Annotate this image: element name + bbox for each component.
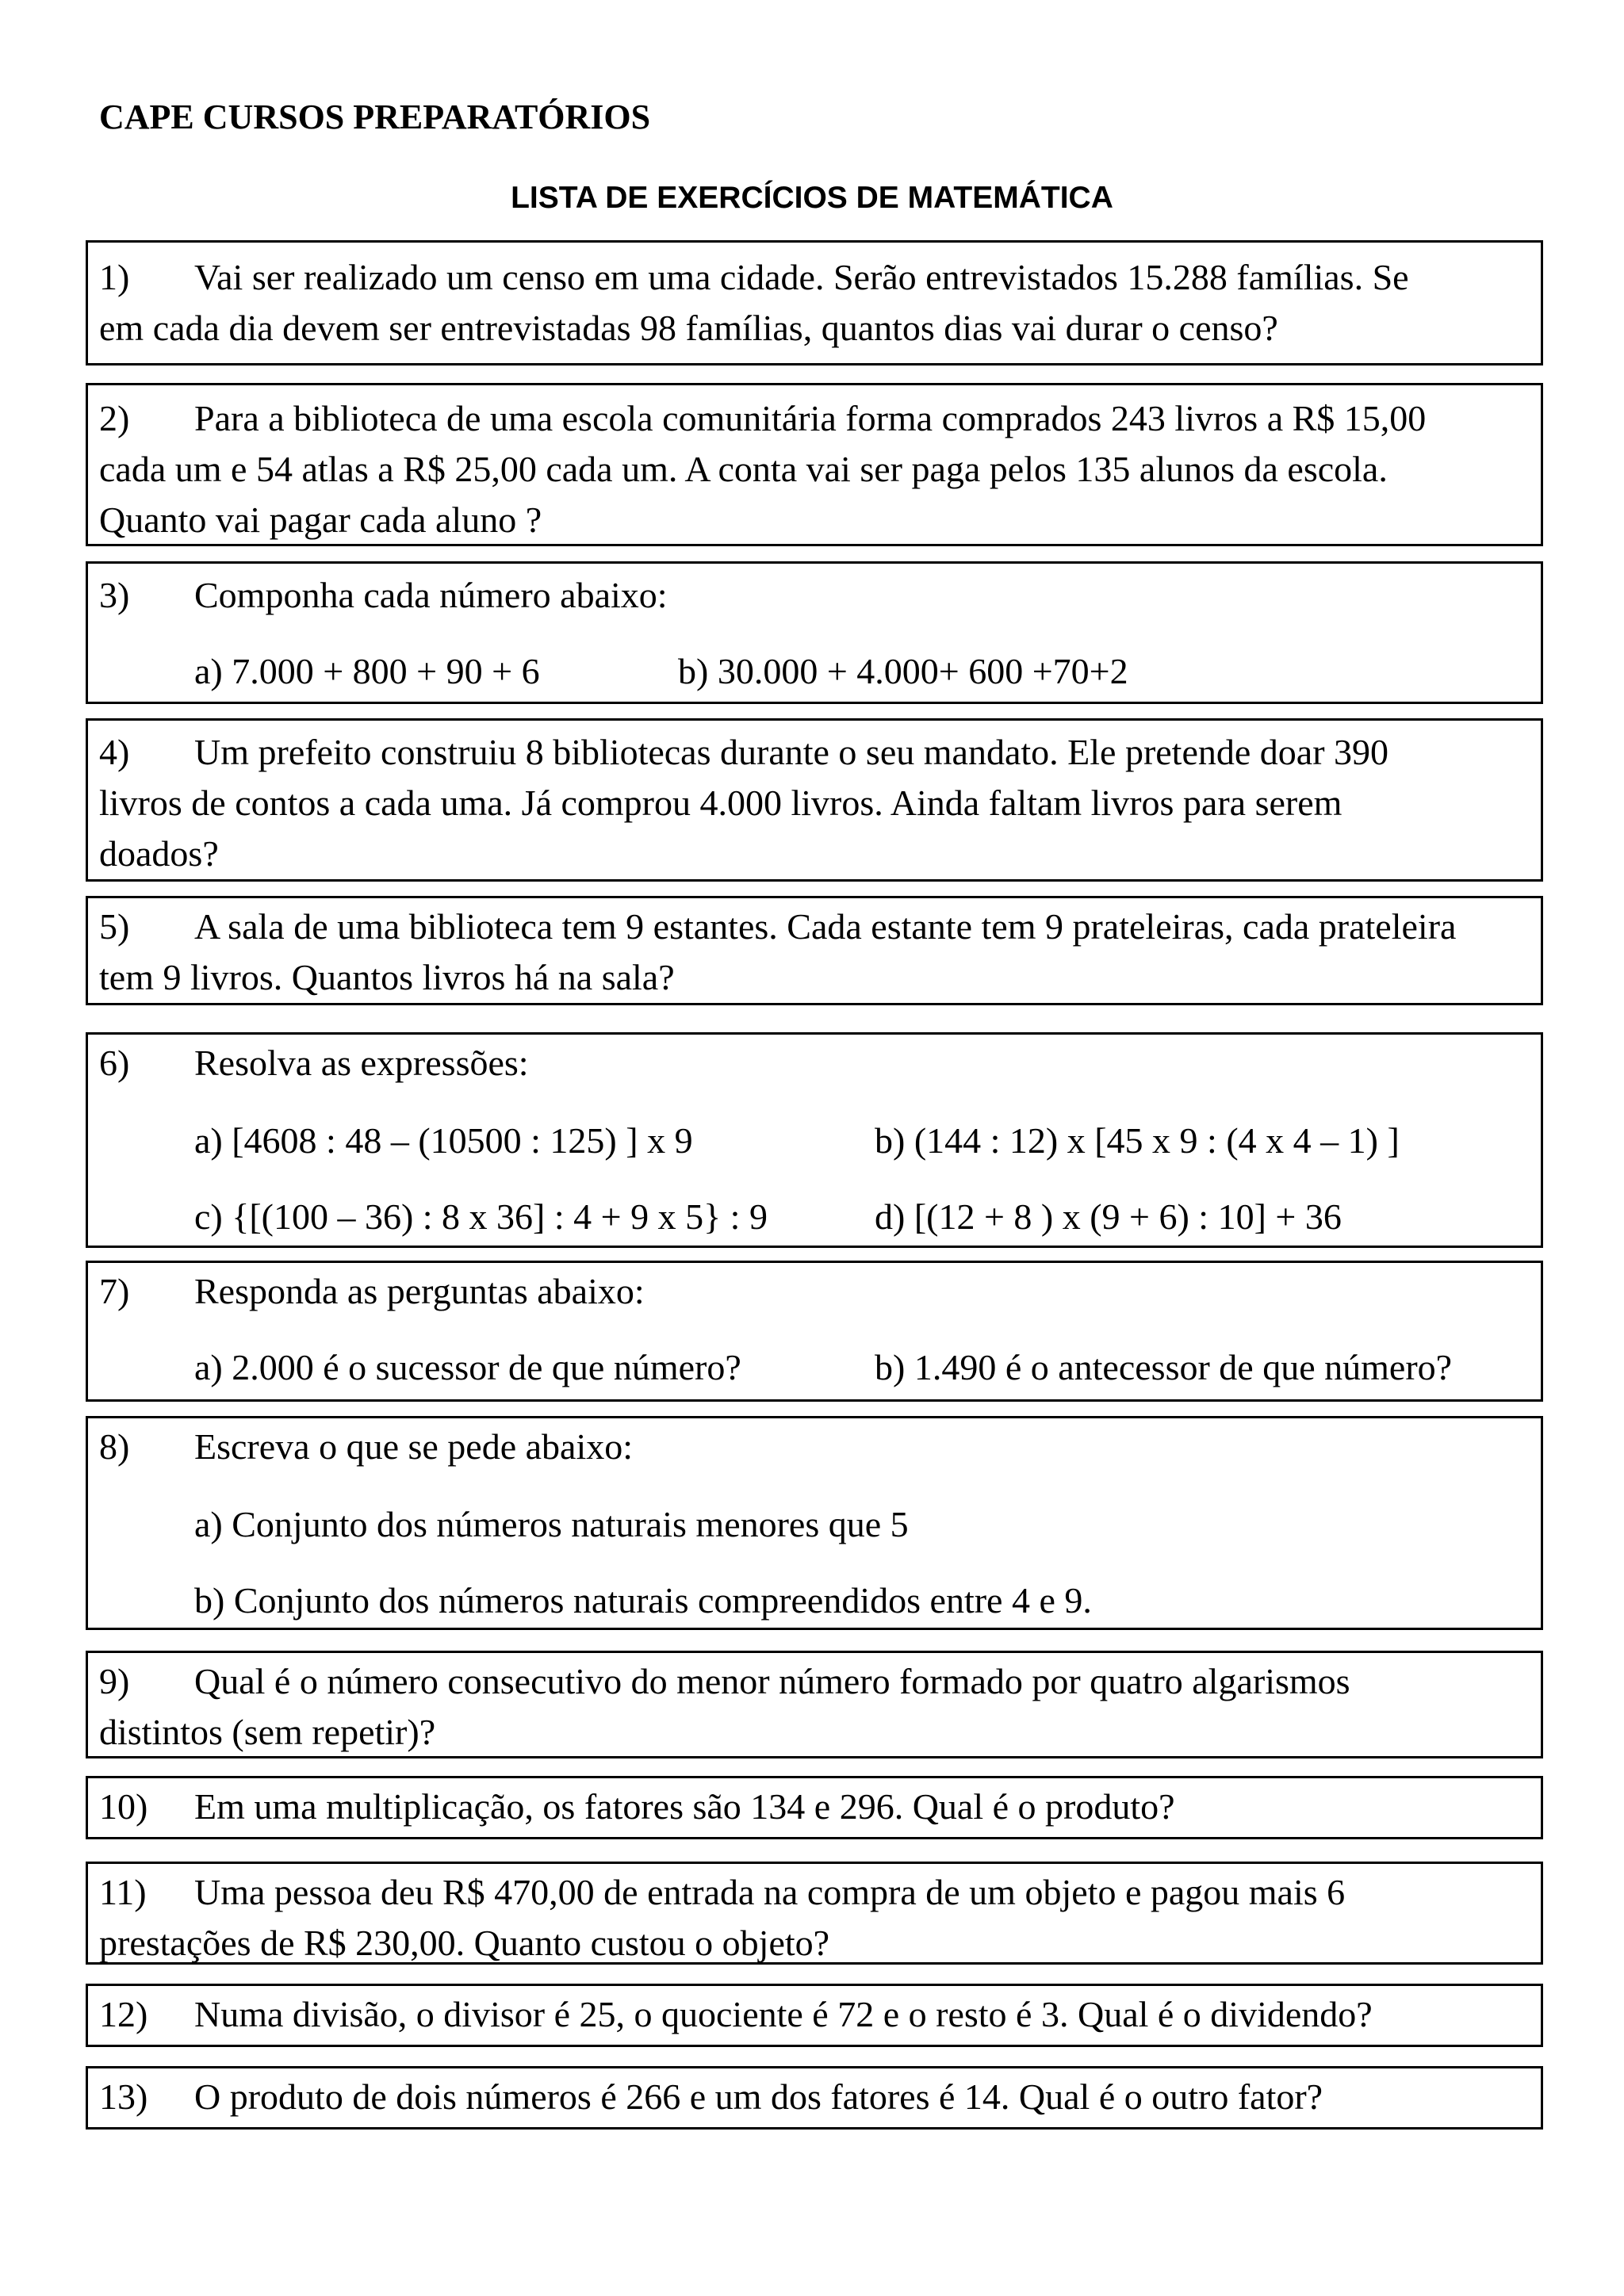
item-b: b) Conjunto dos números naturais compreendidos entre 4 e 9.: [194, 1580, 1092, 1621]
item-a: a) Conjunto dos números naturais menores que 5: [194, 1504, 909, 1544]
question-text: Escreva o que se pede abaixo:: [194, 1426, 634, 1467]
question-text: Componha cada número abaixo:: [194, 575, 668, 615]
item-c: c) {[(100 – 36) : 8 x 36] : 4 + 9 x 5} : 9: [194, 1196, 768, 1237]
question-6: [86, 1032, 1543, 1248]
question-number: 8): [99, 1426, 130, 1467]
question-text: A sala de uma biblioteca tem 9 estantes. Cada estante tem 9 prateleiras, cada prateleira: [194, 906, 1457, 947]
question-number: 4): [99, 732, 130, 772]
question-text-line: Quanto vai pagar cada aluno ?: [99, 499, 542, 540]
school-name: CAPE CURSOS PREPARATÓRIOS: [99, 98, 651, 136]
question-number: 13): [99, 2076, 148, 2117]
question-text-line: prestações de R$ 230,00. Quanto custou o objeto?: [99, 1923, 830, 1963]
question-number: 6): [99, 1043, 130, 1083]
question-text: O produto de dois números é 266 e um dos fatores é 14. Qual é o outro fator?: [194, 2076, 1323, 2117]
question-text: Para a biblioteca de uma escola comunitária forma comprados 243 livros a R$ 15,00: [194, 398, 1427, 438]
question-9: [86, 1651, 1543, 1758]
question-text: Resolva as expressões:: [194, 1043, 529, 1083]
document-title: LISTA DE EXERCÍCIOS DE MATEMÁTICA: [511, 181, 1113, 215]
item-b: b) 1.490 é o antecessor de que número?: [875, 1347, 1453, 1387]
question-text-line: em cada dia devem ser entrevistadas 98 famílias, quantos dias vai durar o censo?: [99, 308, 1278, 348]
question-number: 5): [99, 906, 130, 947]
question-text: Uma pessoa deu R$ 470,00 de entrada na compra de um objeto e pagou mais 6: [194, 1872, 1346, 1912]
item-b: b) (144 : 12) x [45 x 9 : (4 x 4 – 1) ]: [875, 1120, 1400, 1161]
question-text: Em uma multiplicação, os fatores são 134 e 296. Qual é o produto?: [194, 1786, 1175, 1827]
question-3: [86, 561, 1543, 704]
question-text-line: livros de contos a cada uma. Já comprou 4.000 livros. Ainda faltam livros para serem: [99, 783, 1342, 823]
question-text-line: distintos (sem repetir)?: [99, 1712, 436, 1752]
question-number: 2): [99, 398, 130, 438]
question-5: [86, 896, 1543, 1005]
question-text: Um prefeito construiu 8 bibliotecas durante o seu mandato. Ele pretende doar 390: [194, 732, 1389, 772]
question-number: 12): [99, 1994, 148, 2034]
item-d: d) [(12 + 8 ) x (9 + 6) : 10] + 36: [875, 1196, 1342, 1237]
question-8: [86, 1416, 1543, 1630]
question-4: [86, 718, 1543, 882]
question-number: 3): [99, 575, 130, 615]
question-2: [86, 383, 1543, 546]
item-a: a) 7.000 + 800 + 90 + 6: [194, 651, 540, 691]
question-number: 9): [99, 1661, 130, 1701]
question-text: Qual é o número consecutivo do menor número formado por quatro algarismos: [194, 1661, 1350, 1701]
question-text: Numa divisão, o divisor é 25, o quociente é 72 e o resto é 3. Qual é o dividendo?: [194, 1994, 1373, 2034]
question-number: 1): [99, 257, 130, 297]
question-12: [86, 1984, 1543, 2047]
question-number: 10): [99, 1786, 148, 1827]
question-text-line: tem 9 livros. Quantos livros há na sala?: [99, 957, 675, 997]
question-text: Vai ser realizado um censo em uma cidade. Serão entrevistados 15.288 famílias. Se: [194, 257, 1409, 297]
question-text-line: doados?: [99, 833, 219, 874]
question-7: [86, 1261, 1543, 1402]
question-number: 11): [99, 1872, 147, 1912]
item-a: a) 2.000 é o sucessor de que número?: [194, 1347, 741, 1387]
item-a: a) [4608 : 48 – (10500 : 125) ] x 9: [194, 1120, 693, 1161]
question-1: [86, 240, 1543, 365]
question-number: 7): [99, 1271, 130, 1311]
question-11: [86, 1862, 1543, 1965]
question-13: [86, 2066, 1543, 2130]
question-10: [86, 1776, 1543, 1839]
question-text: Responda as perguntas abaixo:: [194, 1271, 645, 1311]
question-text-line: cada um e 54 atlas a R$ 25,00 cada um. A conta vai ser paga pelos 135 alunos da escola.: [99, 449, 1388, 489]
item-b: b) 30.000 + 4.000+ 600 +70+2: [678, 651, 1128, 691]
